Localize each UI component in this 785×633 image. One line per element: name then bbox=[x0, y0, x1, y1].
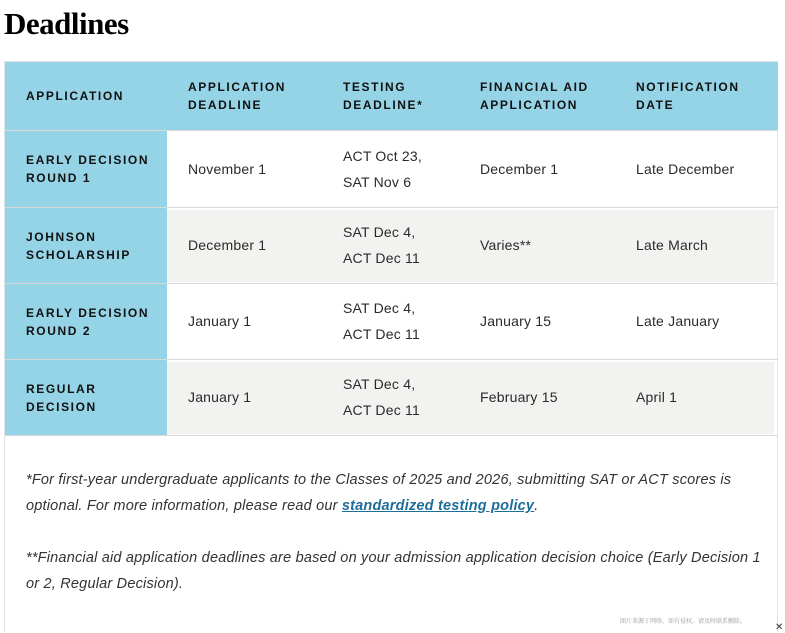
cell-application-deadline: January 1 bbox=[188, 389, 252, 405]
cell-testing-deadline bbox=[343, 219, 420, 271]
row-heading-label bbox=[26, 151, 161, 187]
header-app-deadline-line1: APPLICATION bbox=[188, 80, 287, 94]
cell-financial-aid: December 1 bbox=[480, 161, 559, 177]
row-divider bbox=[5, 435, 778, 436]
row-heading-label bbox=[26, 304, 161, 340]
table-header-row bbox=[5, 62, 778, 131]
row-heading bbox=[5, 131, 167, 207]
cell-testing-deadline bbox=[343, 143, 422, 195]
header-finaid-line1: FINANCIAL AID bbox=[480, 80, 589, 94]
cell-financial-aid: February 15 bbox=[480, 389, 558, 405]
cell-testing-line1: SAT Dec 4, bbox=[343, 300, 416, 316]
header-financial-aid bbox=[480, 78, 589, 114]
cell-testing-line2: ACT Dec 11 bbox=[343, 402, 420, 418]
row-band bbox=[167, 362, 774, 434]
header-notification-line1: NOTIFICATION bbox=[636, 80, 740, 94]
cell-notification-date: April 1 bbox=[636, 389, 678, 405]
page-title: Deadlines bbox=[4, 6, 129, 41]
header-testing-line2: DEADLINE* bbox=[343, 98, 424, 112]
header-app-deadline-line2: DEADLINE bbox=[188, 98, 263, 112]
footnote-testing-text: *For first-year undergraduate applicants to the Classes of 2025 and 2026, submitting SAT or ACT scores is optional. For more information, please read our bbox=[26, 472, 732, 514]
cell-notification-date: Late December bbox=[636, 161, 735, 177]
cell-testing-line1: SAT Dec 4, bbox=[343, 376, 416, 392]
cell-testing-line2: ACT Dec 11 bbox=[343, 326, 420, 342]
header-notification-line2: DATE bbox=[636, 98, 675, 112]
row-heading-label bbox=[26, 380, 161, 416]
row-heading-line1: EARLY DECISION bbox=[26, 306, 150, 320]
table-row bbox=[5, 284, 778, 360]
row-heading-line2: SCHOLARSHIP bbox=[26, 248, 131, 262]
header-application-deadline bbox=[188, 78, 286, 114]
deadlines-table bbox=[4, 61, 778, 632]
row-heading bbox=[5, 208, 167, 284]
table-row bbox=[5, 208, 778, 284]
footnote-financial-aid: **Financial aid application deadlines are based on your admission application decision choice (Early Decision 1 or 2, Regular Decision). bbox=[26, 550, 761, 592]
row-heading bbox=[5, 360, 167, 436]
cell-testing-deadline bbox=[343, 295, 420, 347]
watermark-text: 图片来源于网络，如有侵权，请及时联系删除。 bbox=[620, 618, 747, 625]
header-application-line1: APPLICATION bbox=[26, 89, 125, 103]
cell-testing-line1: ACT Oct 23, bbox=[343, 148, 422, 164]
close-icon: ✕ bbox=[775, 622, 784, 633]
header-application bbox=[26, 87, 124, 105]
row-heading-line1: JOHNSON bbox=[26, 230, 97, 244]
cell-financial-aid: Varies** bbox=[480, 237, 532, 253]
table-row bbox=[5, 360, 778, 436]
header-finaid-line2: APPLICATION bbox=[480, 98, 579, 112]
row-heading-line2: DECISION bbox=[26, 400, 97, 414]
cell-notification-date: Late January bbox=[636, 313, 720, 329]
header-testing-line1: TESTING bbox=[343, 80, 407, 94]
header-testing-deadline bbox=[343, 78, 423, 114]
row-heading-line2: ROUND 1 bbox=[26, 171, 92, 185]
cell-testing-line2: SAT Nov 6 bbox=[343, 174, 412, 190]
cell-testing-line2: ACT Dec 11 bbox=[343, 250, 420, 266]
row-heading-line1: REGULAR bbox=[26, 382, 97, 396]
footnotes bbox=[26, 467, 766, 597]
cell-application-deadline: November 1 bbox=[188, 161, 267, 177]
cell-testing-deadline bbox=[343, 371, 420, 423]
row-heading-line2: ROUND 2 bbox=[26, 324, 92, 338]
cell-application-deadline: December 1 bbox=[188, 237, 267, 253]
standardized-testing-policy-link[interactable]: standardized testing policy bbox=[341, 498, 535, 514]
footnote-testing-period: . bbox=[534, 498, 539, 514]
row-heading-label bbox=[26, 228, 161, 264]
cell-notification-date: Late March bbox=[636, 237, 709, 253]
table-row bbox=[5, 131, 778, 207]
cell-financial-aid: January 15 bbox=[480, 313, 552, 329]
header-notification-date bbox=[636, 78, 740, 114]
row-heading bbox=[5, 284, 167, 360]
row-heading-line1: EARLY DECISION bbox=[26, 153, 150, 167]
footnote-testing bbox=[26, 467, 766, 519]
cell-application-deadline: January 1 bbox=[188, 313, 252, 329]
cell-testing-line1: SAT Dec 4, bbox=[343, 224, 416, 240]
